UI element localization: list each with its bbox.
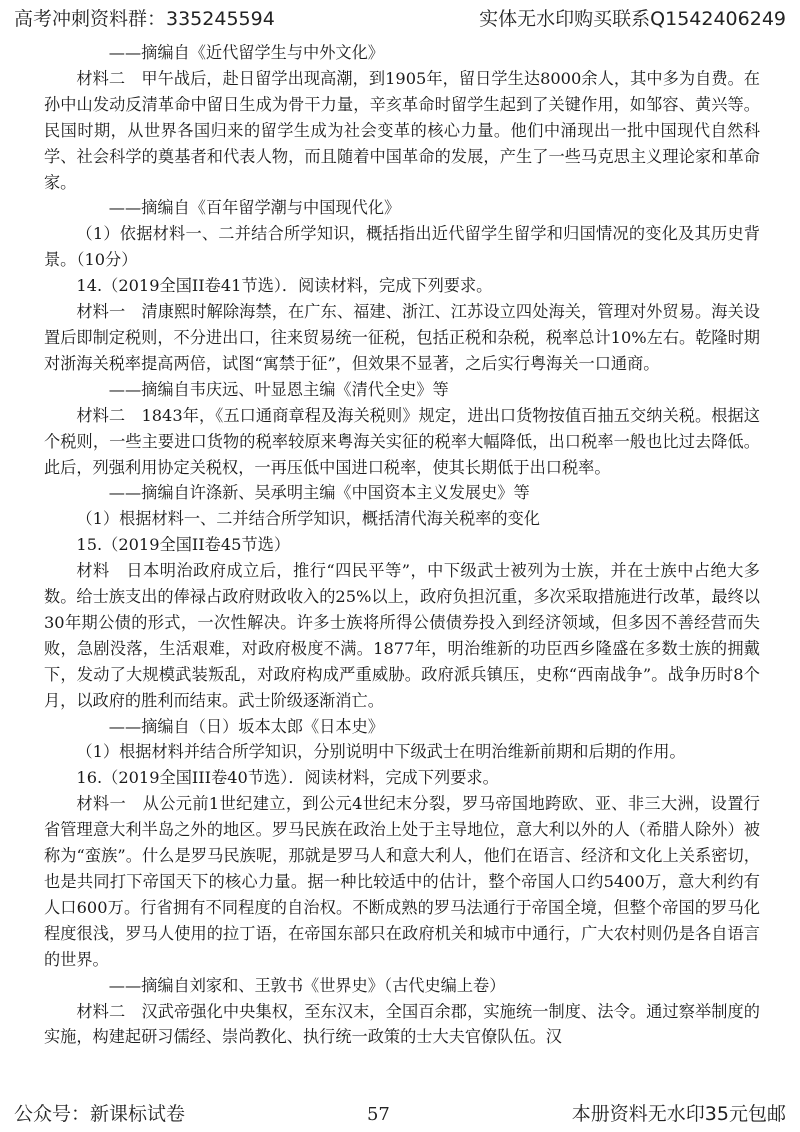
question-heading: 16.（2019全国III卷40节选）．阅读材料，完成下列要求。 xyxy=(76,768,499,788)
question-heading: 14.（2019全国II卷41节选）．阅读材料，完成下列要求。 xyxy=(76,276,493,296)
footer-left-text: 公众号：新课标试卷 xyxy=(14,1103,186,1125)
question-text: （1）根据材料并结合所学知识，分别说明中下级武士在明治维新前期和后期的作用。 xyxy=(76,742,686,762)
source-citation: ——摘编自《近代留学生与中外文化》 xyxy=(108,43,384,62)
source-citation: ——摘编自许涤新、吴承明主编《中国资本主义发展史》等 xyxy=(108,483,530,503)
material-paragraph: 材料 日本明治政府成立后，推行“四民平等”，中下级武士被列为士族，并在士族中占绝大多数。给士族支出的俸禄占政府财政收入的25%以上，政府负担沉重，多次采取措施进行改革，最终以30年期公债的形式，一次性解决。许多士族将所得公债债券投入到经济领域，但多因不善经营而失败，急剧没落，生活艰难，对政府极度不满。1877年，明治维新的功臣西乡隆盛在多数士族的拥戴下，发动了大规模武装叛乱，对政府构成严重威胁。政府派兵镇压，史称“西南战争”。战争历时8个月，以政府的胜利而结束。武士阶级逐渐消亡。 xyxy=(44,561,760,710)
material-paragraph: 材料二 甲午战后，赴日留学出现高潮，到1905年，留日学生达8000余人，其中多为自费。在孙中山发动反清革命中留日生成为骨干力量，辛亥革命时留学生起到了关键作用，如邹容、黄兴等。民国时期，从世界各国归来的留学生成为社会变革的核心力量。他们中涌现出一批中国现代自然科学、社会科学的奠基者和代表人物，而且随着中国革命的发展，产生了一些马克思主义理论家和革命家。 xyxy=(44,68,760,192)
question-text: （1）根据材料一、二并结合所学知识，概括清代海关税率的变化 xyxy=(76,509,540,529)
header-right-text: 实体无水印购买联系Q1542406249 xyxy=(479,8,786,30)
source-citation: ——摘编自刘家和、王敦书《世界史》（古代史编上卷） xyxy=(108,975,506,995)
footer-right-text: 本册资料无水印35元包邮 xyxy=(571,1103,786,1125)
page-footer xyxy=(14,1099,786,1126)
page-number: 57 xyxy=(366,1104,390,1125)
material-paragraph: 材料二 汉武帝强化中央集权，至东汉末，全国百余郡，实施统一制度、法令。通过察举制度的实施，构建起研习儒经、崇尚教化、执行统一政策的士大夫官僚队伍。汉 xyxy=(44,1001,760,1047)
header-left-text: 高考冲刺资料群：335245594 xyxy=(14,8,275,30)
source-citation: ——摘编自（日）坂本太郎《日本史》 xyxy=(108,716,384,736)
page-header xyxy=(14,4,786,31)
question-heading: 15.（2019全国II卷45节选） xyxy=(76,535,291,555)
document-body xyxy=(44,40,760,1050)
source-citation: ——摘编自韦庆远、叶显恩主编《清代全史》等 xyxy=(108,379,449,399)
material-paragraph: 材料一 从公元前1世纪建立，到公元4世纪末分裂，罗马帝国地跨欧、亚、非三大洲，设置行省管理意大利半岛之外的地区。罗马民族在政治上处于主导地位，意大利以外的人（希腊人除外）被称为“蛮族”。什么是罗马民族呢，那就是罗马人和意大利人，他们在语言、经济和文化上关系密切，也是共同打下帝国天下的核心力量。据一种比较适中的估计，整个帝国人口约5400万，意大利约有人口600万。行省拥有不同程度的自治权。不断成熟的罗马法通行于帝国全境，但整个帝国的罗马化程度很浅，罗马人使用的拉丁语，在帝国东部只在政府机关和城市中通行，广大农村则仍是各自语言的世界。 xyxy=(44,794,760,969)
material-paragraph: 材料一 清康熙时解除海禁，在广东、福建、浙江、江苏设立四处海关，管理对外贸易。海关设置后即制定税则，不分进出口，往来贸易统一征税，包括正税和杂税，税率总计10%左右。乾隆时期对浙海关税率提高两倍，试图“寓禁于征”，但效果不显著，之后实行粤海关一口通商。 xyxy=(44,302,760,373)
source-citation: ——摘编自《百年留学潮与中国现代化》 xyxy=(108,198,401,218)
question-text: （1）依据材料一、二并结合所学知识，概括指出近代留学生留学和归国情况的变化及其历史背景。（10分） xyxy=(44,224,760,270)
material-paragraph: 材料二 1843年，《五口通商章程及海关税则》规定，进出口货物按值百抽五交纳关税。根据这个税则，一些主要进口货物的税率较原来粤海关实征的税率大幅降低，出口税率一般也比过去降低。此后，列强利用协定关税权，一再压低中国进口税率，使其长期低于出口税率。 xyxy=(44,405,760,477)
